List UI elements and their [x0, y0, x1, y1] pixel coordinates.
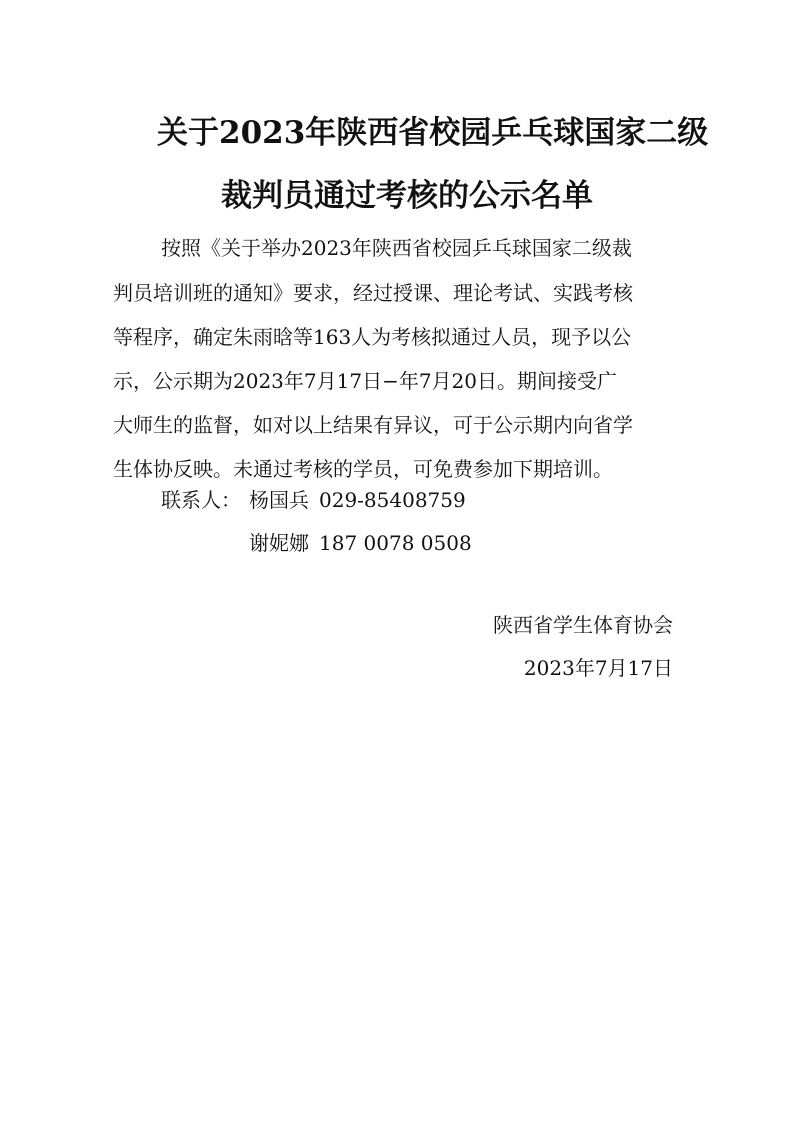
body-paragraph-line: 大师生的监督，如对以上结果有异议，可于公示期内向省学: [113, 413, 633, 437]
contact-name: 谢妮娜: [249, 531, 309, 555]
body-paragraph-line: 等程序，确定朱雨晗等163人为考核拟通过人员，现予以公: [113, 325, 632, 349]
contact-label: 联系人：: [161, 488, 241, 512]
body-paragraph-line: 示，公示期为2023年7月17日−年7月20日。期间接受广: [113, 369, 618, 393]
document-title-line-2: 裁判员通过考核的公示名单: [221, 178, 593, 214]
body-paragraph-line: 生体协反映。未通过考核的学员，可免费参加下期培训。: [113, 457, 613, 481]
contact-phone: 029-85408759: [319, 488, 466, 512]
issue-date: 2023年7月17日: [523, 656, 673, 680]
contact-entry: [249, 527, 472, 556]
contact-name: 杨国兵: [249, 488, 309, 512]
contact-entry: [249, 484, 466, 513]
body-paragraph-line: 判员培训班的通知》要求，经过授课、理论考试、实践考核: [113, 281, 633, 305]
body-paragraph-line: 按照《关于举办2023年陕西省校园乒乓球国家二级裁: [161, 236, 632, 260]
document-title-line-1: 关于2023年陕西省校园乒乓球国家二级: [157, 115, 709, 151]
contact-phone: 187 0078 0508: [319, 531, 472, 555]
issuer-signature: 陕西省学生体育协会: [493, 613, 673, 637]
